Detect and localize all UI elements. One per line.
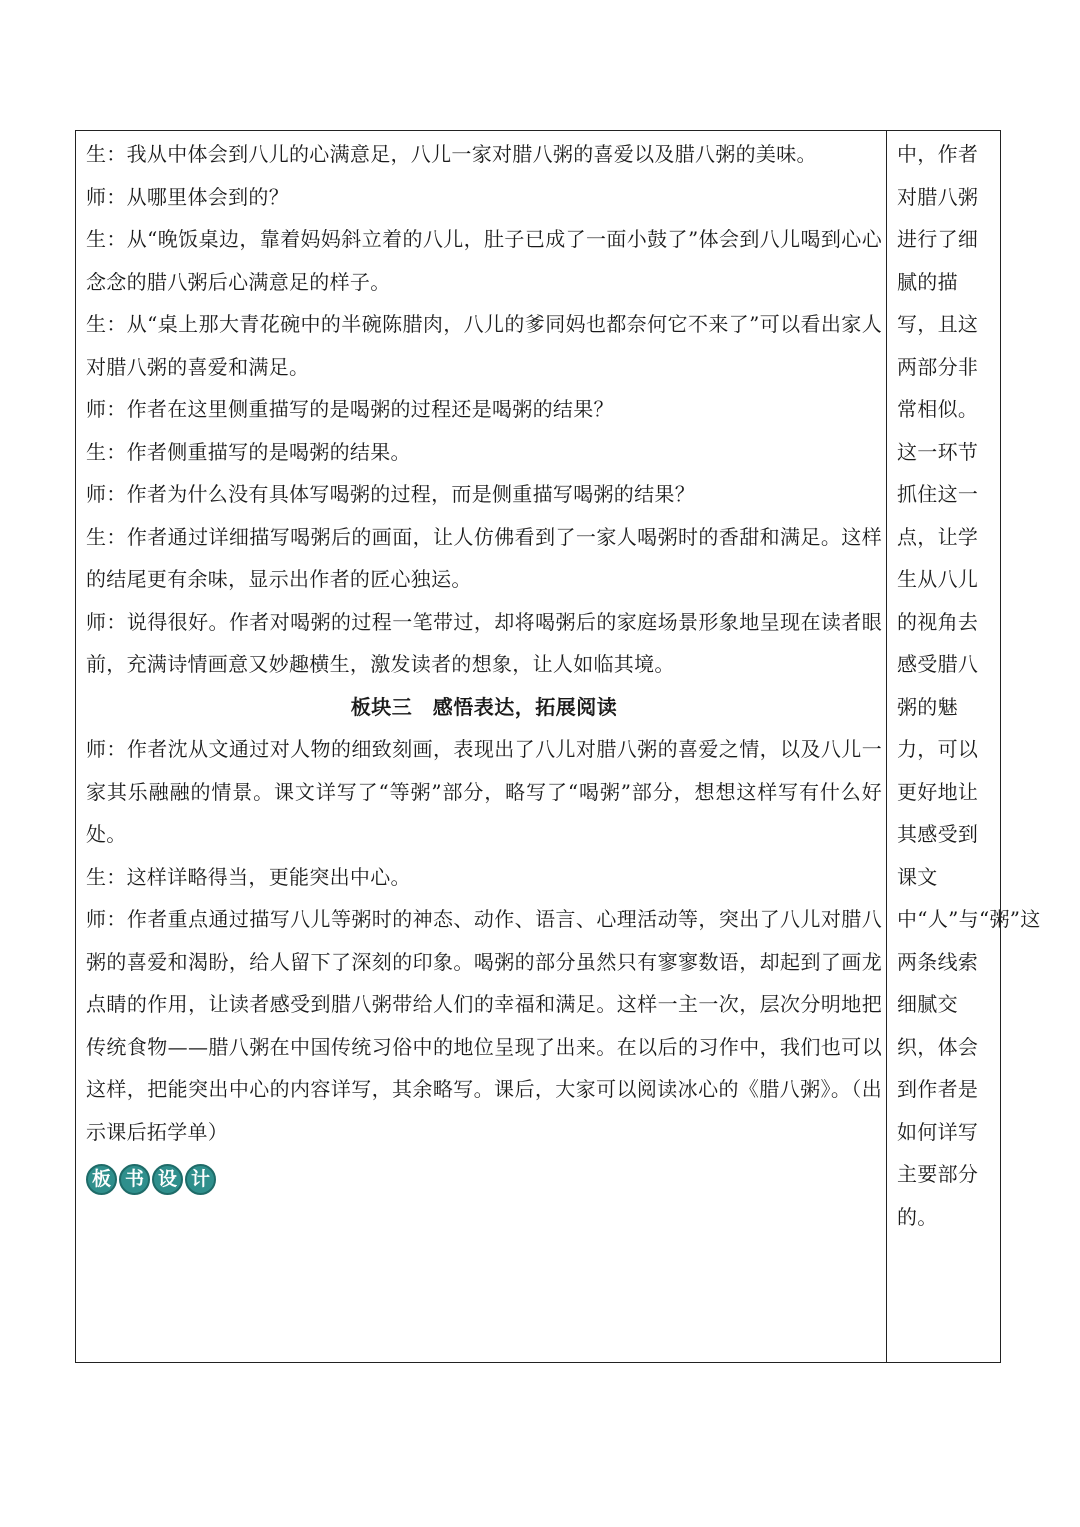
dialogue-paragraph: 师：作者沈从文通过对人物的细致刻画，表现出了八儿对腊八粥的喜爱之情，以及八儿一家其乐融融的情景。课文详写了“等粥”部分，略写了“喝粥”部分，想想这样写有什么好处。 bbox=[86, 737, 882, 846]
badge-char: 书 bbox=[119, 1164, 150, 1195]
dialogue-paragraph: 生：作者通过详细描写喝粥后的画面，让人仿佛看到了一家人喝粥时的香甜和满足。这样的结尾更有余味，显示出作者的匠心独运。 bbox=[86, 524, 882, 591]
section-heading: 板块三 感悟表达，拓展阅读 bbox=[350, 694, 618, 719]
board-design-badge bbox=[86, 1159, 882, 1199]
lesson-table bbox=[75, 130, 1041, 1363]
dialogue-paragraph: 师：从哪里体会到的？ bbox=[86, 184, 289, 209]
badge-char: 计 bbox=[185, 1164, 216, 1195]
dialogue-paragraph: 生：作者侧重描写的是喝粥的结果。 bbox=[86, 439, 411, 464]
dialogue-paragraph: 生：从“桌上那大青花碗中的半碗陈腊肉，八儿的爹同妈也都奈何它不来了”可以看出家人对腊八粥的喜爱和满足。 bbox=[86, 312, 882, 379]
dialogue-paragraph: 师：作者重点通过描写八儿等粥时的神态、动作、语言、心理活动等，突出了八儿对腊八粥的喜爱和渴盼，给人留下了深刻的印象。喝粥的部分虽然只有寥寥数语，却起到了画龙点睛的作用，让读者感受到腊八粥带给人们的幸福和满足。这样一主一次，层次分明地把传统食物——腊八粥在中国传统习俗中的地位呈现了出来。在以后的习作中，我们也可以这样，把能突出中心的内容详写，其余略写。课后，大家可以阅读冰心的《腊八粥》。（出示课后拓学单） bbox=[86, 907, 882, 1144]
dialogue-paragraph: 生：从“晚饭桌边，靠着妈妈斜立着的八儿，肚子已成了一面小鼓了”体会到八儿喝到心心念念的腊八粥后心满意足的样子。 bbox=[86, 227, 882, 294]
badge-char: 板 bbox=[86, 1164, 117, 1195]
main-column bbox=[76, 131, 886, 1199]
dialogue-paragraph: 师：作者在这里侧重描写的是喝粥的过程还是喝粥的结果？ bbox=[86, 397, 614, 421]
dialogue-paragraph: 师：说得很好。作者对喝粥的过程一笔带过，却将喝粥后的家庭场景形象地呈现在读者眼前，充满诗情画意又妙趣横生，激发读者的想象，让人如临其境。 bbox=[86, 609, 882, 676]
side-note: 中，作者对腊八粥进行了细腻的描写，且这两部分非常相似。这一环节抓住这一点，让学生从八儿的视角去感受腊八粥的魅力，可以更好地让其感受到课文中“人”与“粥”这两条线索细腻交织，体会到作者是如何详写主要部分的。 bbox=[897, 142, 1041, 1229]
dialogue-paragraph: 生：这样详略得当，更能突出中心。 bbox=[86, 864, 411, 889]
side-column bbox=[887, 131, 1041, 1238]
badge-char: 设 bbox=[152, 1164, 183, 1195]
dialogue-paragraph: 师：作者为什么没有具体写喝粥的过程，而是侧重描写喝粥的结果？ bbox=[86, 482, 695, 506]
dialogue-paragraph: 生：我从中体会到八儿的心满意足，八儿一家对腊八粥的喜爱以及腊八粥的美味。 bbox=[86, 142, 817, 166]
